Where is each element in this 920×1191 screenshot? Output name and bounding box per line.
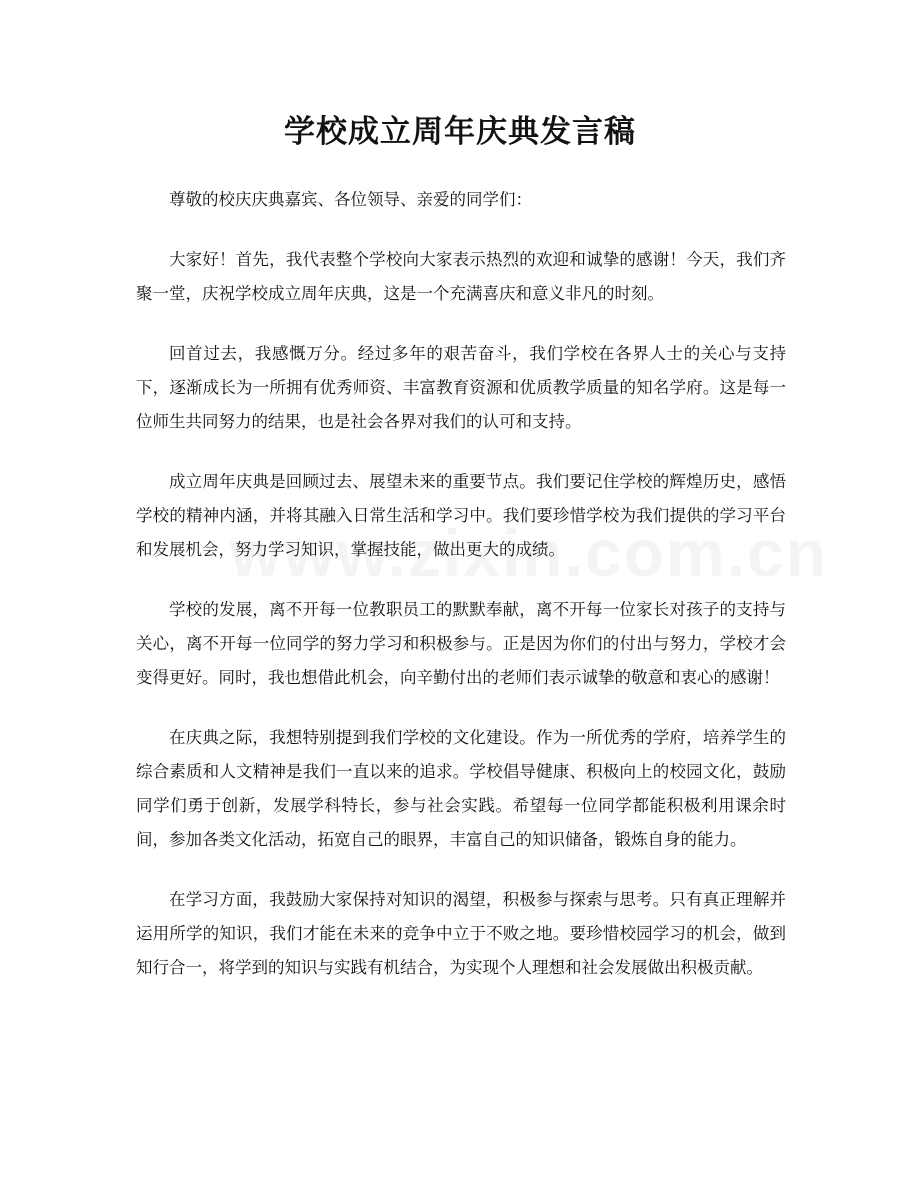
paragraph-salutation: 尊敬的校庆庆典嘉宾、各位领导、亲爱的同学们： xyxy=(169,190,532,209)
paragraph-history: 回首过去，我感慨万分。经过多年的艰苦奋斗，我们学校在各界人士的关心与支持下，逐渐成长为一所拥有优秀师资、丰富教育资源和优质教学质量的知名学府。这是每一位师生共同努力的结果，也是社会各界对我们的认可和支持。 xyxy=(136,344,786,431)
document-body xyxy=(136,183,786,1011)
paragraph-milestone: 成立周年庆典是回顾过去、展望未来的重要节点。我们要记住学校的辉煌历史，感悟学校的精神内涵，并将其融入日常生活和学习中。我们要珍惜学校为我们提供的学习平台和发展机会，努力学习知识，掌握技能，做出更大的成绩。 xyxy=(136,472,786,559)
paragraph-learning: 在学习方面，我鼓励大家保持对知识的渴望，积极参与探索与思考。只有真正理解并运用所学的知识，我们才能在未来的竞争中立于不败之地。要珍惜校园学习的机会，做到知行合一，将学到的知识与实践有机结合，为实现个人理想和社会发展做出积极贡献。 xyxy=(136,890,786,977)
paragraph-culture: 在庆典之际，我想特别提到我们学校的文化建设。作为一所优秀的学府，培养学生的综合素质和人文精神是我们一直以来的追求。学校倡导健康、积极向上的校园文化，鼓励同学们勇于创新，发展学科特长，参与社会实践。希望每一位同学都能积极利用课余时间，参加各类文化活动，拓宽自己的眼界，丰富自己的知识储备，锻炼自身的能力。 xyxy=(136,728,786,849)
document-title: 学校成立周年庆典发言稿 xyxy=(284,114,636,150)
paragraph-greeting: 大家好！首先，我代表整个学校向大家表示热烈的欢迎和诚挚的感谢！今天，我们齐聚一堂，庆祝学校成立周年庆典，这是一个充满喜庆和意义非凡的时刻。 xyxy=(136,250,786,303)
paragraph-gratitude: 学校的发展，离不开每一位教职员工的默默奉献，离不开每一位家长对孩子的支持与关心，离不开每一位同学的努力学习和积极参与。正是因为你们的付出与努力，学校才会变得更好。同时，我也想借此机会，向辛勤付出的老师们表示诚挚的敬意和衷心的感谢！ xyxy=(136,600,786,687)
